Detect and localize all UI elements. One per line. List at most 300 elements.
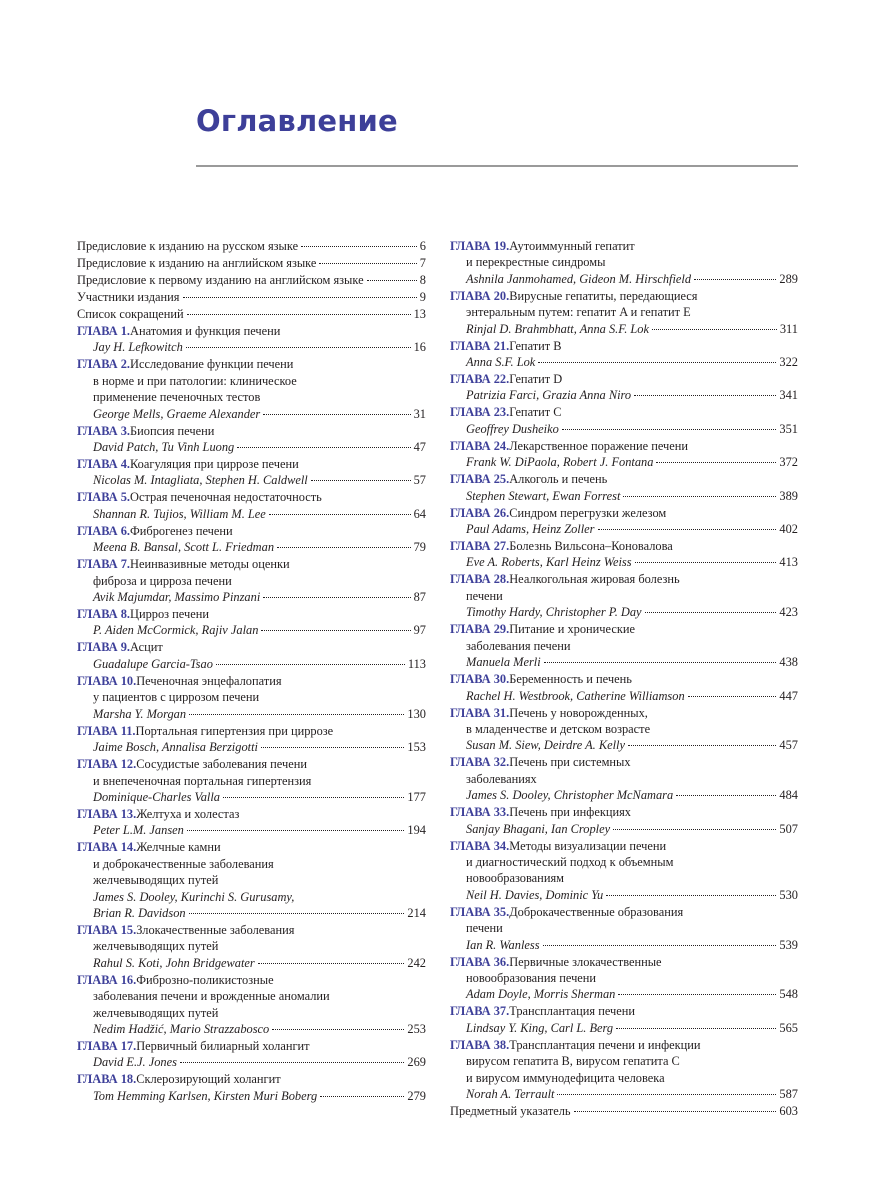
chapter-title-line: [77, 556, 426, 572]
chapter-title: Гепатит B: [509, 338, 562, 353]
page-number: 47: [413, 440, 426, 455]
toc-entry[interactable]: [450, 238, 798, 287]
chapter-title-line: [450, 721, 798, 737]
chapter-label: ГЛАВА 24.: [450, 438, 510, 453]
leader-dots: [557, 1094, 776, 1095]
chapter-authors: Guadalupe Garcia-Tsao: [93, 656, 213, 671]
chapter-title: у пациентов с циррозом печени: [93, 690, 260, 705]
toc-entry[interactable]: [450, 571, 798, 620]
chapter-title: и внепеченочная портальная гипертензия: [93, 773, 312, 788]
authors-line: [77, 955, 426, 971]
chapter-label: ГЛАВА 7.: [77, 557, 131, 572]
leader-dots: [616, 1028, 776, 1029]
chapter-title-line: [450, 804, 798, 820]
authors-line: [77, 1088, 426, 1104]
chapter-title: и доброкачественные заболевания: [93, 856, 274, 871]
authors-line: [77, 622, 426, 638]
authors-line: [77, 905, 426, 921]
authors-line: [450, 554, 798, 570]
page-number: 447: [779, 688, 798, 703]
chapter-authors: Susan M. Siew, Deirdre A. Kelly: [466, 738, 625, 753]
chapter-title-line: [77, 356, 426, 372]
chapter-authors: Sanjay Bhagani, Ian Cropley: [466, 821, 611, 836]
leader-dots: [261, 630, 410, 631]
chapter-title-line: [450, 505, 798, 521]
toc-entry[interactable]: [77, 673, 426, 722]
chapter-label: ГЛАВА 32.: [450, 755, 510, 770]
chapter-title: в младенчестве и детском возрасте: [466, 721, 651, 736]
chapter-title-line: [450, 870, 798, 886]
toc-entry[interactable]: [77, 556, 426, 605]
leader-dots: [688, 696, 777, 697]
authors-line: [450, 604, 798, 620]
toc-entry-title: Предисловие к первому изданию на английском языке: [77, 273, 364, 287]
chapter-title: Печень при системных: [509, 755, 631, 770]
chapter-title: заболеваниях: [466, 771, 537, 786]
chapter-title: Синдром перегрузки железом: [509, 505, 667, 520]
chapter-label: ГЛАВА 28.: [450, 572, 510, 587]
leader-dots: [656, 462, 776, 463]
chapter-authors: Jay H. Lefkowitch: [93, 340, 183, 355]
chapter-title: печени: [466, 921, 503, 936]
toc-entry[interactable]: [450, 338, 798, 371]
leader-dots: [543, 945, 777, 946]
toc-entry[interactable]: [450, 671, 798, 704]
leader-dots: [311, 480, 411, 481]
toc-entry[interactable]: [77, 356, 426, 422]
chapter-title-line: [77, 489, 426, 505]
authors-line: [77, 1054, 426, 1070]
chapter-title-line: [450, 771, 798, 787]
chapter-title-line: [450, 238, 798, 254]
authors-line: [77, 506, 426, 522]
chapter-label: ГЛАВА 25.: [450, 472, 510, 487]
chapter-title: Гепатит D: [509, 372, 563, 387]
chapter-authors: Ashnila Janmohamed, Gideon M. Hirschfield: [466, 271, 692, 286]
toc-line: [77, 289, 426, 305]
chapter-authors: Patrizia Farci, Grazia Anna Niro: [466, 388, 632, 403]
chapter-authors: Timothy Hardy, Christopher P. Day: [466, 605, 642, 620]
chapter-title-line: [77, 689, 426, 705]
chapter-authors: Lindsay Y. King, Carl L. Berg: [466, 1020, 614, 1035]
leader-dots: [187, 314, 411, 315]
chapter-title-line: [77, 389, 426, 405]
chapter-authors: Avik Majumdar, Massimo Pinzani: [93, 590, 261, 605]
toc-entry[interactable]: [450, 754, 798, 803]
chapter-title: Первичные злокачественные: [509, 954, 662, 969]
page-number: 322: [779, 355, 798, 370]
chapter-title-line: [77, 673, 426, 689]
chapter-authors: Meena B. Bansal, Scott L. Friedman: [93, 540, 275, 555]
leader-dots: [635, 562, 777, 563]
toc-entry[interactable]: [77, 839, 426, 921]
page-number: 423: [779, 605, 798, 620]
chapter-label: ГЛАВА 23.: [450, 405, 510, 420]
chapter-title: Анатомия и функция печени: [130, 324, 281, 338]
toc-line: [77, 306, 426, 322]
chapter-label: ГЛАВА 37.: [450, 1004, 510, 1019]
chapter-title: Коагуляция при циррозе печени: [130, 457, 299, 472]
toc-entry[interactable]: [450, 1103, 798, 1119]
authors-line: [450, 787, 798, 803]
toc-column-left: [77, 238, 426, 1105]
authors-line: [450, 271, 798, 287]
leader-dots: [367, 280, 417, 281]
page-number: 194: [407, 823, 426, 838]
page-number: 389: [779, 488, 798, 503]
chapter-title-line: [77, 456, 426, 472]
chapter-title: и вирусом иммунодефицита человека: [466, 1070, 665, 1085]
chapter-title-line: [450, 970, 798, 986]
page-number: 438: [779, 655, 798, 670]
page-number: 87: [413, 590, 426, 605]
chapter-authors: Neil H. Davies, Dominic Yu: [466, 887, 604, 902]
chapter-title: Гепатит C: [509, 405, 562, 420]
leader-dots: [618, 994, 776, 995]
chapter-title-line: [77, 523, 426, 539]
chapter-authors: Brian R. Davidson: [93, 905, 186, 920]
chapter-label: ГЛАВА 33.: [450, 805, 510, 820]
page-number: 539: [779, 937, 798, 952]
leader-dots: [694, 279, 776, 280]
toc-entry[interactable]: [77, 456, 426, 489]
leader-dots: [301, 246, 417, 247]
toc-entry[interactable]: [450, 804, 798, 837]
chapter-title: заболевания печени и врожденные аномалии: [93, 989, 330, 1004]
chapter-label: ГЛАВА 13.: [77, 806, 137, 821]
leader-dots: [180, 1062, 404, 1063]
chapter-title: Трансплантация печени: [509, 1004, 636, 1019]
authors-line: [450, 454, 798, 470]
toc-entry[interactable]: [77, 922, 426, 971]
chapter-authors: Frank W. DiPaola, Robert J. Fontana: [466, 455, 654, 470]
chapter-title: и перекрестные синдромы: [466, 255, 606, 270]
toc-entry[interactable]: [77, 423, 426, 456]
chapter-title: Печень у новорожденных,: [509, 705, 648, 720]
toc-entry[interactable]: [450, 538, 798, 571]
chapter-title: Неалкогольная жировая болезнь: [509, 572, 680, 587]
leader-dots: [186, 347, 411, 348]
chapter-title: Сосудистые заболевания печени: [136, 757, 307, 772]
chapter-title: Асцит: [130, 640, 163, 655]
chapter-label: ГЛАВА 3.: [77, 423, 131, 438]
toc-entry[interactable]: [77, 523, 426, 556]
chapter-authors: Tom Hemming Karlsen, Kirsten Muri Boberg: [93, 1088, 318, 1103]
chapter-title: Аутоиммунный гепатит: [509, 239, 635, 253]
chapter-label: ГЛАВА 20.: [450, 288, 510, 303]
toc-line: [77, 255, 426, 271]
chapter-title-line: [77, 756, 426, 772]
leader-dots: [634, 395, 776, 396]
leader-dots: [272, 1029, 404, 1030]
toc-entry[interactable]: [77, 723, 426, 756]
chapter-title-line: [77, 922, 426, 938]
leader-dots: [538, 362, 776, 363]
chapter-title: новообразованиям: [466, 871, 564, 886]
chapter-title: Портальная гипертензия при циррозе: [135, 723, 334, 738]
chapter-label: ГЛАВА 26.: [450, 505, 510, 520]
chapter-authors: Marsha Y. Morgan: [93, 706, 187, 721]
toc-entry[interactable]: [450, 371, 798, 404]
toc-entry[interactable]: [450, 505, 798, 538]
chapter-label: ГЛАВА 9.: [77, 640, 131, 655]
toc-entry[interactable]: [450, 471, 798, 504]
toc-entry-title: Предисловие к изданию на английском языке: [77, 256, 317, 270]
chapter-title-line: [77, 573, 426, 589]
chapter-authors: Anna S.F. Lok: [466, 355, 536, 370]
toc-entry[interactable]: [77, 289, 426, 305]
chapter-title-line: [77, 872, 426, 888]
page-number: 79: [413, 540, 426, 555]
leader-dots: [623, 496, 776, 497]
chapter-title: новообразования печени: [466, 970, 597, 985]
page-number: 507: [779, 821, 798, 836]
authors-line: [450, 321, 798, 337]
chapter-label: ГЛАВА 35.: [450, 904, 510, 919]
toc-entry[interactable]: [450, 438, 798, 471]
chapter-title: Склерозирующий холангит: [136, 1072, 281, 1087]
chapter-title-line: [450, 338, 798, 354]
leader-dots: [269, 514, 411, 515]
chapter-title: Острая печеночная недостаточность: [130, 490, 322, 505]
toc-entry[interactable]: [77, 756, 426, 805]
toc-entry-title: Предисловие к изданию на русском языке: [77, 239, 299, 253]
chapter-title-line: [450, 304, 798, 320]
chapter-label: ГЛАВА 17.: [77, 1038, 137, 1053]
chapter-label: ГЛАВА 2.: [77, 357, 131, 372]
chapter-authors: Jaime Bosch, Annalisa Berzigotti: [93, 740, 258, 755]
leader-dots: [645, 612, 777, 613]
authors-line: [450, 1086, 798, 1102]
page-number: 64: [413, 506, 426, 521]
authors-line: [450, 887, 798, 903]
chapter-title: печени: [466, 588, 503, 603]
leader-dots: [606, 895, 776, 896]
page-number: 530: [779, 887, 798, 902]
chapter-label: ГЛАВА 22.: [450, 372, 510, 387]
toc-entry[interactable]: [77, 306, 426, 322]
chapter-title: Желтуха и холестаз: [136, 806, 240, 821]
leader-dots: [562, 429, 777, 430]
toc-entry-title: Список сокращений: [77, 307, 184, 321]
toc-entry[interactable]: [77, 639, 426, 672]
chapter-label: ГЛАВА 21.: [450, 338, 510, 353]
toc-entry[interactable]: [450, 705, 798, 754]
chapter-title-line: [77, 423, 426, 439]
chapter-title: желчевыводящих путей: [93, 873, 219, 888]
chapter-title: Фиброзно-поликистозные: [136, 972, 274, 987]
authors-line: [77, 439, 426, 455]
chapter-title: энтеральным путем: гепатит A и гепатит E: [466, 305, 691, 320]
chapter-title-line: [450, 571, 798, 587]
page-number: 372: [779, 455, 798, 470]
leader-dots: [277, 547, 411, 548]
chapter-title: Вирусные гепатиты, передающиеся: [509, 288, 698, 303]
chapter-title: желчевыводящих путей: [93, 939, 219, 954]
chapter-label: ГЛАВА 8.: [77, 607, 131, 622]
chapter-authors: Rachel H. Westbrook, Catherine Williamson: [466, 688, 685, 703]
chapter-title-line: [450, 1037, 798, 1053]
page-number: 97: [413, 623, 426, 638]
chapter-title-line: [450, 371, 798, 387]
chapter-authors: Eve A. Roberts, Karl Heinz Weiss: [466, 555, 632, 570]
toc-line: [77, 272, 426, 288]
chapter-title-line: [450, 538, 798, 554]
toc-entry[interactable]: [450, 1037, 798, 1103]
page-number: 457: [779, 738, 798, 753]
toc-entry[interactable]: [77, 1071, 426, 1104]
chapter-authors: Norah A. Terrault: [466, 1087, 555, 1101]
chapter-authors: Manuela Merli: [466, 655, 541, 670]
toc-entry[interactable]: [450, 904, 798, 953]
chapter-title-line: [77, 806, 426, 822]
authors-line: [77, 406, 426, 422]
page-number: 351: [779, 421, 798, 436]
chapter-title-line: [77, 639, 426, 655]
chapter-authors: Dominique-Charles Valla: [93, 789, 220, 804]
toc-entry[interactable]: [77, 323, 426, 356]
chapter-title: Методы визуализации печени: [509, 838, 667, 853]
page-number: 130: [407, 706, 426, 721]
chapter-authors: Adam Doyle, Morris Sherman: [466, 987, 616, 1002]
chapter-title: Лекарственное поражение печени: [509, 438, 689, 453]
chapter-title: Цирроз печени: [130, 607, 209, 622]
page-number: 6: [419, 239, 426, 253]
authors-line: [450, 937, 798, 953]
authors-line: [450, 821, 798, 837]
page-title: Оглавление: [196, 104, 398, 138]
chapter-title: и диагностический подход к объемным: [466, 854, 674, 869]
page-number: 242: [407, 955, 426, 970]
page-number: 57: [413, 473, 426, 488]
chapter-label: ГЛАВА 10.: [77, 673, 137, 688]
chapter-title-line: [450, 854, 798, 870]
chapter-title-line: [77, 1038, 426, 1054]
page-number: 289: [779, 271, 798, 286]
authors-line: [450, 737, 798, 753]
toc-entry[interactable]: [77, 238, 426, 254]
authors-line: [450, 421, 798, 437]
chapter-title: Неинвазивные методы оценки: [130, 557, 290, 572]
chapter-title-line: [77, 839, 426, 855]
toc-column-right: [450, 238, 798, 1120]
chapter-title: Злокачественные заболевания: [136, 922, 295, 937]
toc-entry[interactable]: [77, 272, 426, 288]
authors-line: [450, 688, 798, 704]
chapter-title-line: [450, 1070, 798, 1086]
toc-entry-title: Предметный указатель: [450, 1104, 571, 1118]
chapter-title-line: [450, 954, 798, 970]
toc-entry[interactable]: [77, 806, 426, 839]
chapter-authors: Rinjal D. Brahmbhatt, Anna S.F. Lok: [466, 321, 649, 336]
chapter-label: ГЛАВА 19.: [450, 239, 510, 253]
page-number: 402: [779, 522, 798, 537]
chapter-title-line: [77, 988, 426, 1004]
chapter-label: ГЛАВА 11.: [77, 723, 136, 738]
toc-entry[interactable]: [77, 489, 426, 522]
chapter-title-line: [450, 838, 798, 854]
toc-entry[interactable]: [450, 838, 798, 904]
chapter-label: ГЛАВА 1.: [77, 324, 131, 338]
chapter-title-line: [450, 254, 798, 270]
chapter-authors: Ian R. Wanless: [466, 937, 540, 952]
leader-dots: [263, 414, 410, 415]
leader-dots: [189, 714, 404, 715]
leader-dots: [258, 963, 405, 964]
chapter-label: ГЛАВА 16.: [77, 972, 137, 987]
chapter-authors: Nicolas M. Intagliata, Stephen H. Caldwell: [93, 473, 308, 488]
chapter-label: ГЛАВА 4.: [77, 457, 131, 472]
title-rule: [196, 165, 798, 167]
toc-entry[interactable]: [450, 404, 798, 437]
page-number: 253: [407, 1021, 426, 1036]
leader-dots: [628, 745, 776, 746]
chapter-label: ГЛАВА 36.: [450, 954, 510, 969]
chapter-label: ГЛАВА 38.: [450, 1037, 510, 1052]
chapter-title: вирусом гепатита B, вирусом гепатита C: [466, 1054, 680, 1069]
toc-entry[interactable]: [450, 288, 798, 337]
toc-line: [77, 238, 426, 254]
chapter-label: ГЛАВА 27.: [450, 539, 510, 554]
toc-entry[interactable]: [450, 954, 798, 1003]
leader-dots: [676, 795, 776, 796]
toc-entry[interactable]: [77, 1038, 426, 1071]
chapter-label: ГЛАВА 30.: [450, 672, 510, 687]
chapter-title: Болезнь Вильсона–Коновалова: [509, 539, 673, 554]
toc-entry[interactable]: [77, 606, 426, 639]
authors-line: [77, 656, 426, 672]
leader-dots: [183, 297, 417, 298]
chapter-title-line: [450, 638, 798, 654]
authors-line: [77, 706, 426, 722]
toc-entry[interactable]: [450, 621, 798, 670]
page-number: 484: [779, 788, 798, 803]
chapter-authors: Rahul S. Koti, John Bridgewater: [93, 955, 255, 970]
chapter-authors: P. Aiden McCormick, Rajiv Jalan: [93, 623, 259, 638]
chapter-title: Первичный билиарный холангит: [136, 1038, 310, 1053]
chapter-authors: David E.J. Jones: [93, 1055, 177, 1070]
page-number: 16: [413, 340, 426, 355]
chapter-authors: George Mells, Graeme Alexander: [93, 406, 261, 421]
toc-entry[interactable]: [77, 972, 426, 1038]
chapter-title-line: [450, 438, 798, 454]
chapter-title: Трансплантация печени и инфекции: [509, 1037, 701, 1052]
authors-line: [77, 1021, 426, 1037]
chapter-authors: Stephen Stewart, Ewan Forrest: [466, 488, 621, 503]
page-number: 7: [419, 256, 426, 270]
chapter-title-line: [450, 471, 798, 487]
toc-entry[interactable]: [450, 1003, 798, 1036]
page-number: 153: [407, 740, 426, 755]
page-number: 565: [779, 1020, 798, 1035]
chapter-label: ГЛАВА 18.: [77, 1072, 137, 1087]
chapter-title: Желчные камни: [136, 840, 221, 855]
authors-line: [77, 339, 426, 355]
toc-entry[interactable]: [77, 255, 426, 271]
leader-dots: [223, 797, 404, 798]
chapter-title: Биопсия печени: [130, 423, 215, 438]
leader-dots: [187, 830, 405, 831]
leader-dots: [216, 664, 405, 665]
chapter-title-line: [450, 904, 798, 920]
chapter-authors: Nedim Hadžić, Mario Strazzabosco: [93, 1021, 270, 1036]
leader-dots: [261, 747, 404, 748]
chapter-label: ГЛАВА 14.: [77, 840, 137, 855]
authors-line: [77, 822, 426, 838]
page-number: 269: [407, 1055, 426, 1070]
chapter-title-line: [450, 920, 798, 936]
chapter-title-line: [77, 1005, 426, 1021]
